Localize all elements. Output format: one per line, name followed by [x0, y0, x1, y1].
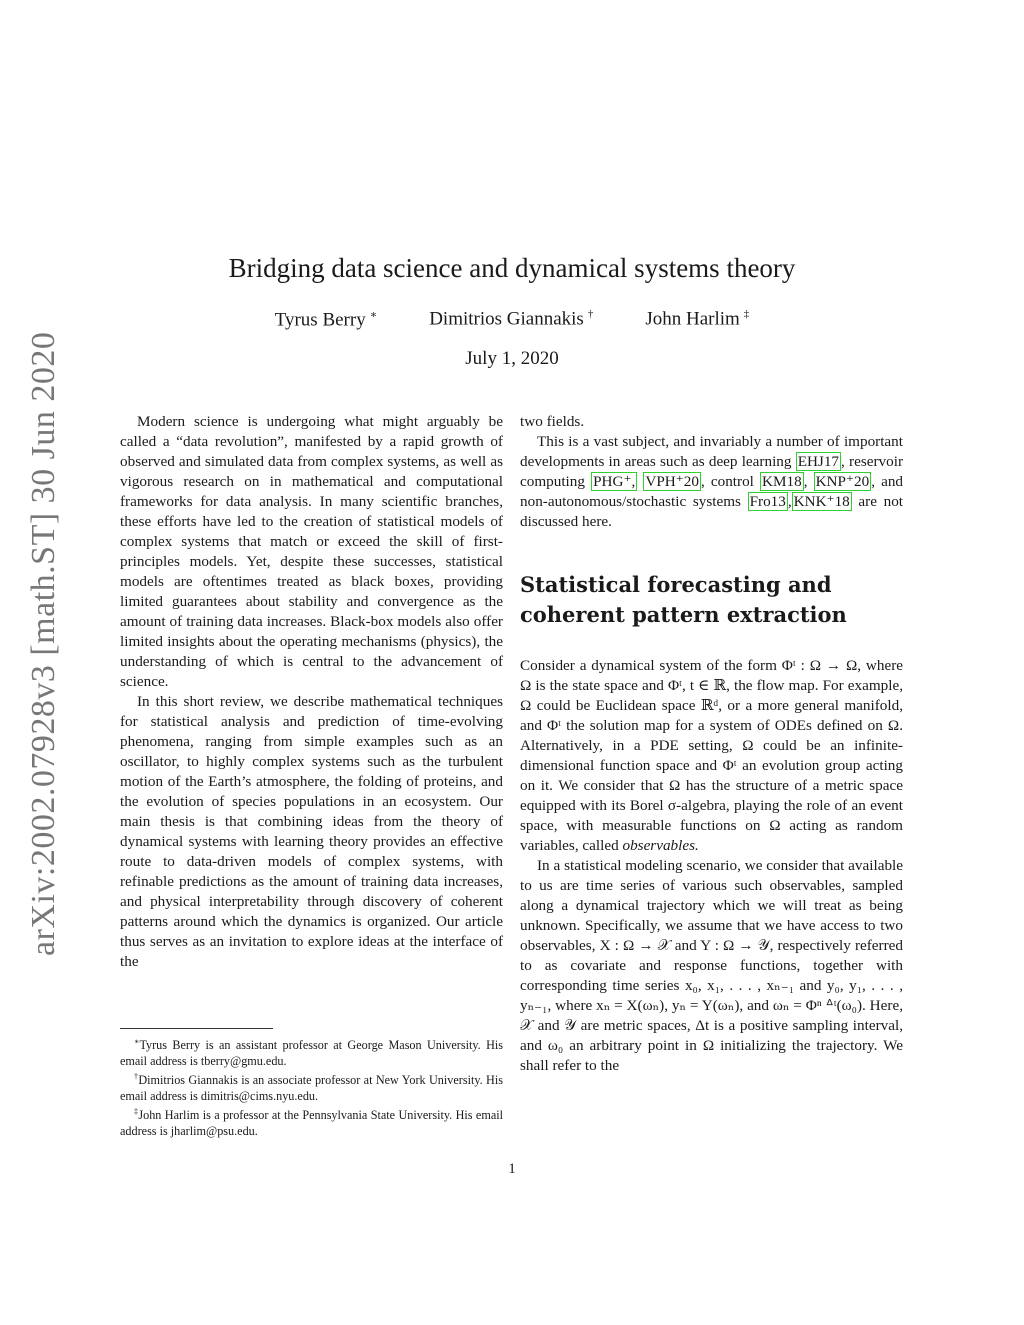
right-column — [520, 412, 903, 1076]
text-run: Consider a dynamical system of the form Φᵗ : Ω → Ω, where Ω is the state space and Φᵗ, t ∈ ℝ, the flow map. For example, Ω could be Euclidean space ℝᵈ, or a more general manifold, and Φᵗ the solution map for a system of ODEs defined on Ω. Alternatively, in a PDE setting, Ω could be an infinite-dimensional function space and Φᵗ an evolution group acting on it. We consider that Ω has the structure of a metric space equipped with its Borel σ-algebra, playing the role of an event space, with measurable functions on Ω acting as random variables, called — [520, 657, 903, 854]
footnotes — [120, 1034, 503, 1139]
paragraph-dynamical-system — [520, 656, 903, 856]
paragraph-continuation: two fields. — [520, 413, 585, 430]
citation-link[interactable]: PHG⁺, — [593, 473, 636, 490]
author-name: John Harlim — [645, 308, 740, 330]
left-column — [120, 412, 503, 972]
author-harlim — [645, 308, 749, 331]
author-name: Dimitrios Giannakis — [429, 308, 584, 330]
text-run: , control — [700, 473, 761, 490]
paragraph-intro: Modern science is undergoing what might arguably be called a “data revolution”, manifested by a rapid growth of observed and simulated data from complex systems, as well as vigorous research on in mathematical and computational frameworks for data analysis. In many scientific branches, these efforts have led to the creation of statistical models of complex systems that match or exceed the skill of first-principles models. Yet, despite these successes, statistical models are oftentimes treated as black boxes, providing limited guarantees about stability and convergence as the amount of training data increases. Black-box models also offer limited insights about the operating mechanisms (physics), the understanding of which is central to the advancement of science. — [120, 413, 503, 690]
paragraph-statistical-modeling: In a statistical modeling scenario, we consider that available to us are time series of various such observables, sampled along a dynamical trajectory which we will treat as being unknown. Specifically, we assume that we have access to two observables, X : Ω → 𝒳 and Y : Ω → 𝒴, respectively referred to as covariate and response functions, together with corresponding time series x₀, x₁, . . . , xₙ₋₁ and y₀, y₁, . . . , yₙ₋₁, where xₙ = X(ωₙ), yₙ = Y(ωₙ), and ωₙ = Φⁿ ᐞᵗ(ω₀). Here, 𝒳 and 𝒴 are metric spaces, Δt is a positive sampling interval, and ω₀ an arbitrary point in Ω initializing the trajectory. We shall refer to the — [520, 857, 903, 1074]
footnote-text: John Harlim is a professor at the Pennsylvania State University. His email address is jharlim@psu.edu. — [120, 1108, 504, 1139]
section-heading: Statistical forecasting and coherent pattern extraction — [520, 572, 847, 627]
footnote-text: Tyrus Berry is an assistant professor at George Mason University. His email address is tberry@gmu.edu. — [120, 1038, 503, 1069]
footnote-mark: ∗ — [134, 1037, 140, 1046]
page-number: 1 — [508, 1161, 516, 1177]
footnote-mark: ∗ — [369, 309, 378, 321]
citation-link[interactable]: KNP⁺20 — [815, 473, 870, 490]
footnote-berry — [120, 1034, 503, 1069]
text-run: This is a vast subject, and invariably a number of important developments in areas such as deep learning — [520, 433, 903, 470]
paper-title: Bridging data science and dynamical systems theory — [228, 253, 796, 283]
footnote-giannakis — [120, 1069, 503, 1104]
author-berry — [275, 308, 378, 331]
paragraph-review: In this short review, we describe mathematical techniques for statistical analysis and prediction of time-evolving phenomena, ranging from simple examples such as an oscillator, to highly complex systems such as the turbulent motion of the Earth’s atmosphere, the folding of proteins, and the evolution of species populations in an ecosystem. Our main thesis is that combining ideas from the theory of dynamical systems with learning theory provides an effective route to data-driven models of complex systems, with refinable predictions as the amount of training data increases, and physical interpretability through discovery of coherent patterns around which the dynamics is organized. Our article thus serves as an invitation to explore ideas at the interface of the — [120, 693, 503, 970]
footnote-mark: ‡ — [134, 1107, 139, 1117]
citation-link[interactable]: EHJ17 — [797, 453, 840, 470]
citation-link[interactable]: VPH⁺20 — [645, 473, 699, 490]
paragraph-scope: This is a vast subject, and invariably a number of important developments in areas such as deep learning EHJ17 , reservoir computing PHG⁺, VPH⁺20 , control KM18 , KNP⁺20 , and non-autonomous/stochastic systems Fro13 , KNK⁺18 are not discussed here. — [520, 433, 904, 530]
footnote-harlim — [120, 1104, 503, 1139]
footnote-text: Dimitrios Giannakis is an associate professor at New York University. His email address is dimitris@cims.nyu.edu. — [120, 1073, 503, 1104]
author-name: Tyrus Berry — [274, 309, 366, 331]
publication-date: July 1, 2020 — [465, 348, 559, 369]
arxiv-identifier: arXiv:2002.07928v3 [math.ST] 30 Jun 2020 — [25, 331, 62, 956]
text-run: , and non-autonomous/stochastic systems — [520, 473, 904, 510]
author-list — [0, 308, 1024, 331]
citation-link[interactable]: KNK⁺18 — [793, 493, 850, 510]
footnote-mark: † — [587, 308, 594, 320]
footnote-mark: ‡ — [743, 308, 750, 320]
emphasis-text: observables. — [622, 837, 699, 854]
text-run: are not discussed here. — [520, 493, 904, 530]
footnote-rule — [120, 1028, 273, 1029]
citation-link[interactable]: Fro13 — [749, 493, 786, 510]
footnote-mark: † — [134, 1072, 139, 1082]
author-giannakis — [429, 308, 593, 331]
citation-link[interactable]: KM18 — [762, 473, 802, 490]
text-run: , reservoir computing — [520, 453, 903, 490]
